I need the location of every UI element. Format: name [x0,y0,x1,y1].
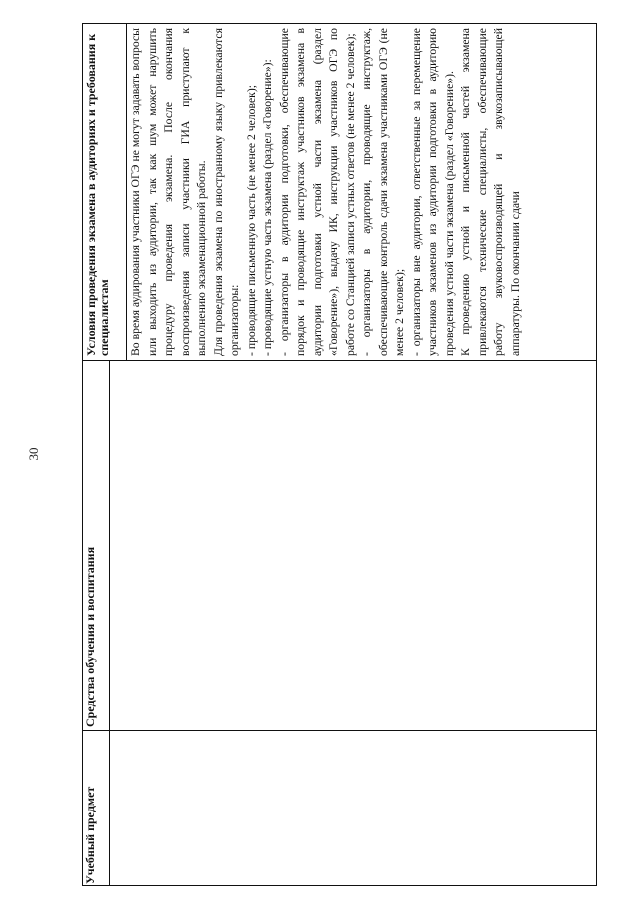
header-subject: Учебный предмет [83,731,110,886]
conditions-column [83,24,597,360]
conditions-paragraph: - организаторы в аудитории, проводящие инструктаж, обеспечивающие контроль сдачи экзамена участниками ОГЭ (не менее 2 человек); [360,28,406,356]
conditions-paragraph: К проведению устной и письменной частей экзамена привлекаются технические специалисты, обеспечивающие работу звуковоспроизводящей и звукозаписывающей аппаратуры. По окончании сдачи [459,28,522,356]
subject-cell [110,731,111,886]
conditions-paragraph: - проводящие письменную часть (не менее 2 человек); [244,85,258,356]
conditions-paragraph: Во время аудирования участники ОГЭ не могут задавать вопросы или выходить из аудитории, так как шум может нарушить процедуру проведения экзамена. После окончания воспроизведения записи участники ГИА приступают к выполнению экзаменационной работы. [129,28,208,356]
conditions-paragraph: - организаторы вне аудитории, ответственные за перемещение участников экзаменов из аудитории подготовки в аудиторию проведения устной части экзамена (раздел «Говорение»). [409,28,456,356]
conditions-paragraph: - проводящие устную часть экзамена (раздел «Говорение»): [261,59,274,356]
means-column [83,360,597,730]
rotated-table-content [83,24,597,886]
header-conditions: Условия проведения экзамена в аудиториях и требования к специалистам [83,24,127,360]
conditions-paragraph: - организаторы в аудитории подготовки, обеспечивающие порядок и проводящие инструктаж участников экзамена в аудитории подготовки устной части экзамена (раздел «Говорение»), выдачу ИК, инструкции участников ОГЭ по работе со Станцией записи устных ответов (не менее 2 человек); [277,28,357,356]
subject-column [83,730,597,886]
means-cell [110,361,111,730]
document-table [82,23,597,886]
conditions-paragraph: Для проведения экзамена по иностранному языку привлекаются организаторы: [211,28,241,356]
conditions-cell [127,24,524,360]
page-number: 30 [26,447,41,461]
header-means: Средства обучения и воспитания [83,361,110,730]
